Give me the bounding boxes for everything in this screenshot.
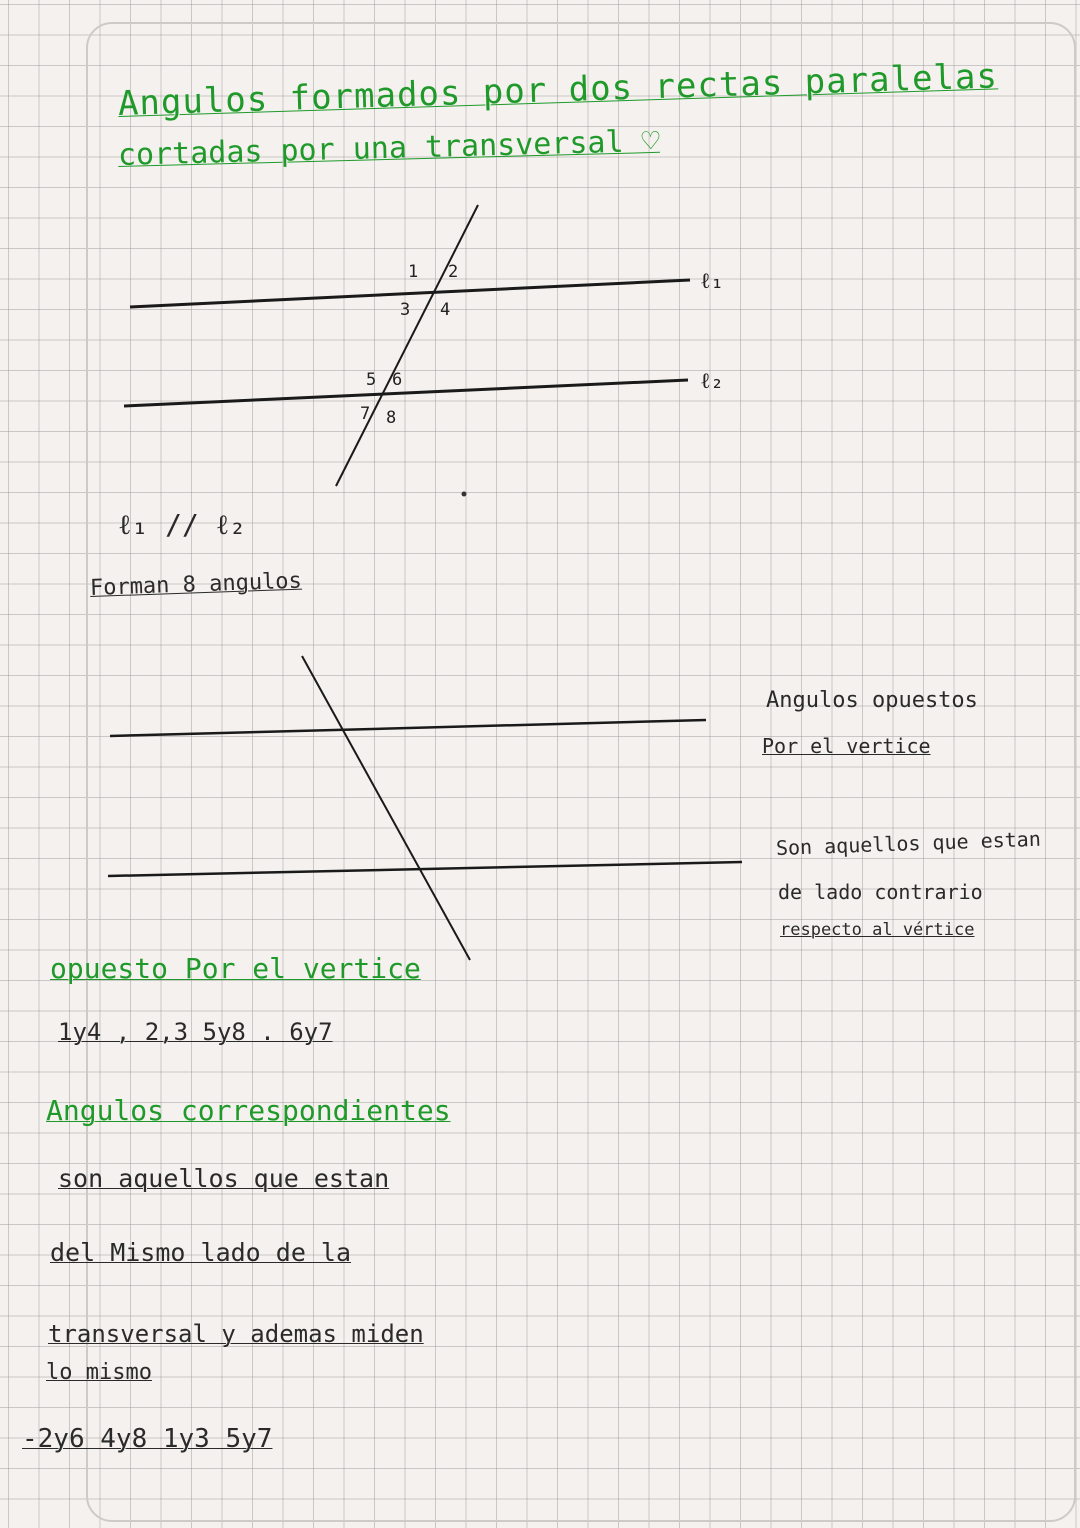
angle-label-5: 5 [366,370,377,390]
angle-label-3: 3 [400,300,411,320]
label-l1: ℓ₁ [700,269,724,294]
corresponding-pairs: -2y6 4y8 1y3 5y7 [22,1424,273,1454]
corresponding-line-4: lo mismo [46,1360,152,1385]
opposite-title-1: Angulos opuestos [766,688,978,713]
angle-label-7: 7 [360,404,371,424]
opposite-desc-3: respecto al vértice [780,920,975,940]
angle-label-1: 1 [408,262,419,282]
corresponding-title: Angulos correspondientes [46,1094,451,1127]
corresponding-line-2: del Mismo lado de la [50,1238,352,1267]
lower-line [108,862,742,876]
title-line-1: Angulos formados por dos rectas paralelas [117,56,999,124]
label-l2: ℓ₂ [700,369,724,394]
title-line-2: cortadas por una transversal ♡ [117,123,661,173]
opposite-heading: opuesto Por el vertice [50,952,421,985]
cross-line [302,656,470,960]
corresponding-line-1: son aquellos que estan [58,1164,390,1193]
corresponding-line-3: transversal y ademas miden [48,1320,424,1348]
angle-label-8: 8 [386,408,397,428]
opposite-desc-2: de lado contrario [778,880,983,904]
upper-line [110,720,706,736]
opposite-desc-1: Son aquellos que estan [775,826,1042,860]
opposite-title-2: Por el vertice [762,734,931,758]
angle-count-note: Forman 8 angulos [89,568,303,601]
opposite-pairs: 1y4 , 2,3 5y8 . 6y7 [58,1018,333,1046]
angle-label-4: 4 [440,300,451,320]
angle-label-2: 2 [448,262,459,282]
angle-label-6: 6 [392,370,403,390]
parallel-note: ℓ₁ // ℓ₂ [118,508,246,541]
